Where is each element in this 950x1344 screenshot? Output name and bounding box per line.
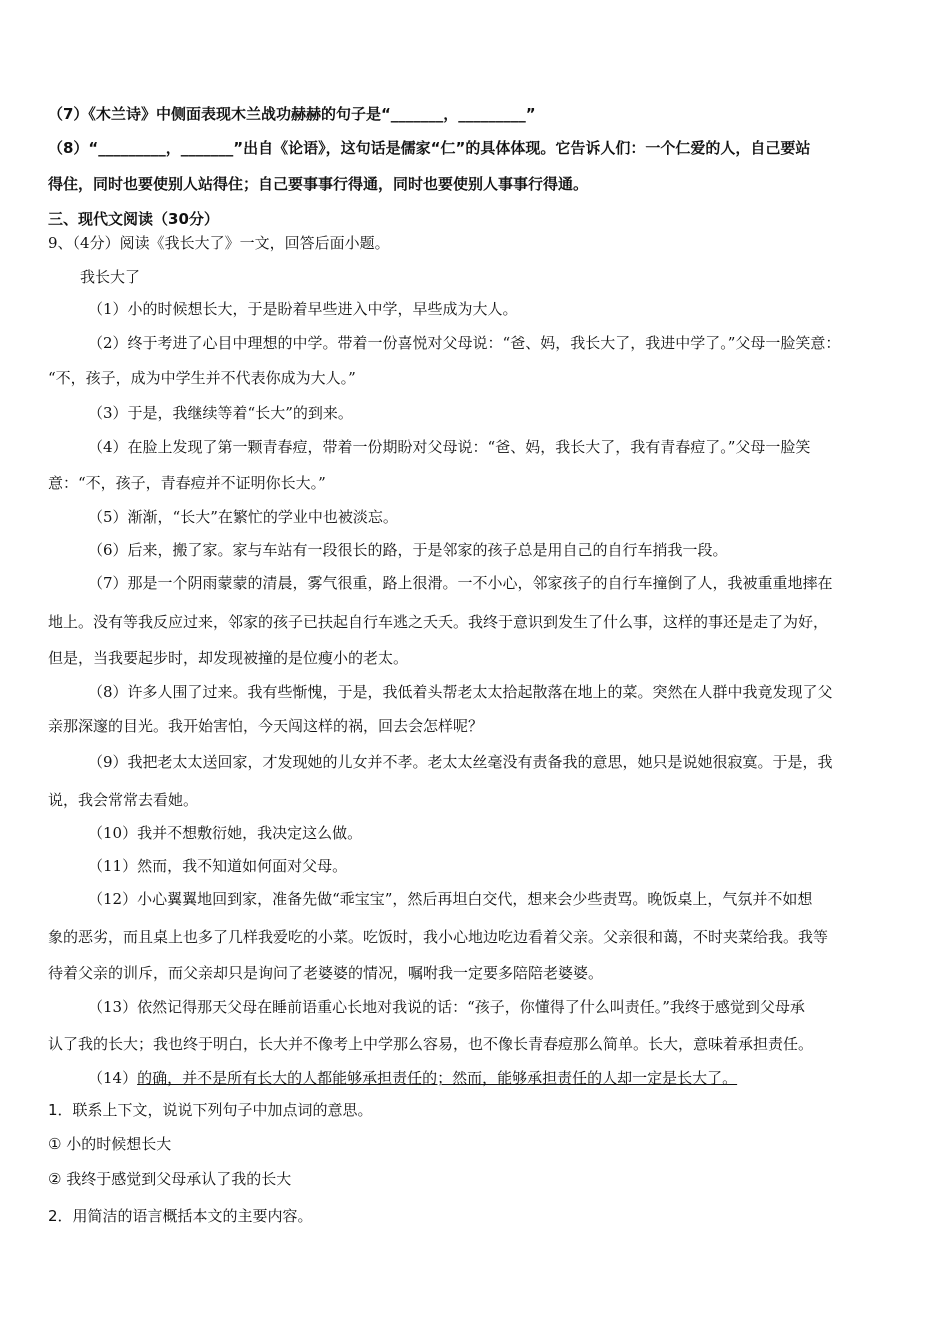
sub-question-2: 2．用简洁的语言概括本文的主要内容。 [48,1207,313,1225]
article-paragraph-line: （1）小的时候想长大，于是盼着早些进入中学，早些成为大人。 [88,300,518,318]
question-8-fill-blank-line-1: （8）“_________，_______”出自《论语》，这句话是儒家“仁”的具体体现。它告诉人们：一个仁爱的人，自己要站 [48,139,811,157]
final-paragraph-underlined-sentence: 的确，并不是所有长大的人都能够承担责任的；然而，能够承担责任的人却一定是长大了。 [137,1069,738,1087]
article-paragraph-line: （7）那是一个阴雨蒙蒙的清晨，雾气很重，路上很滑。一不小心，邻家孩子的自行车撞倒了人，我被重重地摔在 [88,574,833,592]
article-paragraph-line: （9）我把老太太送回家，才发现她的儿女并不孝。老太太丝毫没有责备我的意思，她只是说她很寂寞。于是，我 [88,753,833,771]
article-paragraph-line: 地上。没有等我反应过来，邻家的孩子已扶起自行车逃之夭夭。我终于意识到发生了什么事，这样的事还是走了为好， [48,613,829,631]
article-paragraph-line: 认了我的长大；我也终于明白，长大并不像考上中学那么容易，也不像长青春痘那么简单。长大，意味着承担责任。 [48,1035,814,1053]
article-paragraph-line: （5）渐渐，“长大”在繁忙的学业中也被淡忘。 [88,508,398,526]
article-paragraph-line: 待着父亲的训斥，而父亲却只是询问了老婆婆的情况，嘱咐我一定要多陪陪老婆婆。 [48,964,604,982]
article-paragraph-line: 象的恶劣，而且桌上也多了几样我爱吃的小菜。吃饭时，我小心地边吃边看着父亲。父亲很和蔼，不时夹菜给我。我等 [48,928,829,946]
article-paragraph-line: （10）我并不想敷衍她，我决定这么做。 [88,824,363,842]
sub-question-1: 1．联系上下文，说说下列句子中加点词的意思。 [48,1101,373,1119]
article-paragraph-line: （6）后来，搬了家。家与车站有一段很长的路，于是邻家的孩子总是用自己的自行车捎我一段。 [88,541,728,559]
sub-question-1-item-a: ① 小的时候想长大 [48,1135,172,1153]
article-paragraph-line: （4）在脸上发现了第一颗青春痘，带着一份期盼对父母说：“爸、妈，我长大了，我有青春痘了。”父母一脸笑 [88,438,811,456]
sub-question-1-item-b: ② 我终于感觉到父母承认了我的长大 [48,1170,292,1188]
article-paragraph-line: 但是，当我要起步时，却发现被撞的是位瘦小的老太。 [48,649,409,667]
article-paragraph-line: （11）然而，我不知道如何面对父母。 [88,857,348,875]
article-final-paragraph [88,1068,908,1088]
final-paragraph-number: （14） [88,1069,138,1087]
article-paragraph-line: “不，孩子，成为中学生并不代表你成为大人。” [48,369,356,387]
article-paragraph-line: （12）小心翼翼地回到家，准备先做“乖宝宝”，然后再坦白交代，想来会少些责骂。晚饭桌上，气氛并不如想 [88,890,813,908]
article-paragraph-line: （13）依然记得那天父母在睡前语重心长地对我说的话：“孩子，你懂得了什么叫责任。”我终于感觉到父母承 [88,998,805,1016]
article-title: 我长大了 [80,268,141,286]
article-paragraph-line: 说，我会常常去看她。 [48,791,199,809]
section-heading-modern-reading: 三、现代文阅读（30分） [48,210,219,228]
article-paragraph-line: （8）许多人围了过来。我有些惭愧，于是，我低着头帮老太太拾起散落在地上的菜。突然在人群中我竟发现了父 [88,683,833,701]
question-7-fill-blank: （7）《木兰诗》中侧面表现木兰战功赫赫的句子是“_______，_________” [48,105,536,123]
question-9-instruction: 9、（4分）阅读《我长大了》一文，回答后面小题。 [48,234,390,252]
question-8-fill-blank-line-2: 得住，同时也要使别人站得住；自己要事事行得通，同时也要使别人事事行得通。 [48,175,589,193]
article-paragraph-line: （3）于是，我继续等着“长大”的到来。 [88,404,353,422]
article-paragraph-line: 亲那深邃的目光。我开始害怕，今天闯这样的祸，回去会怎样呢？ [48,717,484,735]
article-paragraph-line: 意：“不，孩子，青春痘并不证明你长大。” [48,474,326,492]
article-paragraph-line: （2）终于考进了心目中理想的中学。带着一份喜悦对父母说：“爸、妈，我长大了，我进中学了。”父母一脸笑意： [88,334,841,352]
